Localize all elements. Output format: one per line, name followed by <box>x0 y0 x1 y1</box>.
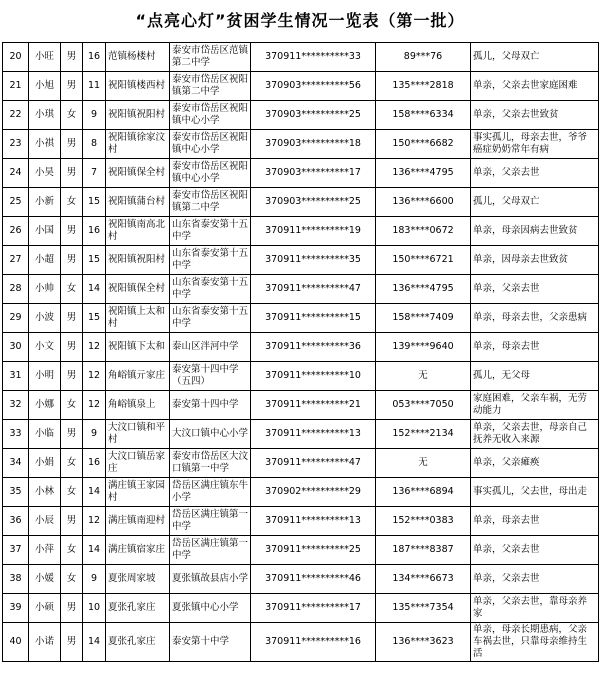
age-cell: 15 <box>83 246 106 275</box>
id-number-cell: 370903**********25 <box>251 188 376 217</box>
id-number-cell: 370911**********36 <box>251 333 376 362</box>
id-number-cell: 370911**********33 <box>251 43 376 72</box>
age-cell: 8 <box>83 130 106 159</box>
row-number-cell: 20 <box>3 43 29 72</box>
page-title: “点亮心灯”贫困学生情况一览表（第一批） <box>135 11 465 30</box>
home-address-cell: 大汶口镇岳家庄 <box>106 449 170 478</box>
school-cell: 泰安第十四中学 <box>170 391 251 420</box>
hardship-reason-cell: 单亲，母亲去世 <box>471 333 599 362</box>
school-cell: 山东省泰安第十五中学 <box>170 275 251 304</box>
table-row <box>3 449 599 478</box>
student-name-cell: 小琪 <box>29 101 61 130</box>
table-row <box>3 362 599 391</box>
school-cell: 泰安市岱岳区祝阳镇中心小学 <box>170 101 251 130</box>
phone-number-cell: 135****7354 <box>376 594 471 623</box>
hardship-reason-cell: 单亲，父亲去世，母亲自己抚养无收入来源 <box>471 420 599 449</box>
hardship-reason-cell: 单亲，母亲长期患病，父亲车祸去世，只靠母亲维持生活 <box>471 623 599 662</box>
hardship-reason-cell: 单亲，父亲瘫痪 <box>471 449 599 478</box>
student-name-cell: 小硕 <box>29 594 61 623</box>
home-address-cell: 祝阳镇南高北村 <box>106 217 170 246</box>
student-name-cell: 小明 <box>29 362 61 391</box>
gender-cell: 女 <box>61 536 83 565</box>
student-name-cell: 小国 <box>29 217 61 246</box>
phone-number-cell: 158****6334 <box>376 101 471 130</box>
row-number-cell: 39 <box>3 594 29 623</box>
gender-cell: 男 <box>61 217 83 246</box>
student-name-cell: 小娜 <box>29 391 61 420</box>
student-name-cell: 小超 <box>29 246 61 275</box>
hardship-reason-cell: 单亲，母亲因病去世致贫 <box>471 217 599 246</box>
row-number-cell: 24 <box>3 159 29 188</box>
school-cell: 泰安市岱岳区祝阳镇中心小学 <box>170 159 251 188</box>
row-number-cell: 29 <box>3 304 29 333</box>
hardship-reason-cell: 单亲，父亲去世家庭困难 <box>471 72 599 101</box>
hardship-reason-cell: 单亲，父亲去世 <box>471 159 599 188</box>
table-row <box>3 420 599 449</box>
school-cell: 大汶口镇中心小学 <box>170 420 251 449</box>
phone-number-cell: 134****6673 <box>376 565 471 594</box>
phone-number-cell: 136****4795 <box>376 159 471 188</box>
student-name-cell: 小媛 <box>29 565 61 594</box>
home-address-cell: 祝阳镇保全村 <box>106 275 170 304</box>
table-row <box>3 565 599 594</box>
phone-number-cell: 152****2134 <box>376 420 471 449</box>
hardship-reason-cell: 单亲，因母亲去世致贫 <box>471 246 599 275</box>
gender-cell: 女 <box>61 188 83 217</box>
hardship-reason-cell: 单亲，父亲去世 <box>471 565 599 594</box>
student-name-cell: 小文 <box>29 333 61 362</box>
row-number-cell: 26 <box>3 217 29 246</box>
age-cell: 14 <box>83 536 106 565</box>
hardship-reason-cell: 孤儿，父母双亡 <box>471 188 599 217</box>
gender-cell: 男 <box>61 362 83 391</box>
home-address-cell: 祝阳镇保全村 <box>106 159 170 188</box>
school-cell: 泰安第十四中学（五四） <box>170 362 251 391</box>
school-cell: 岱岳区满庄镇东牛小学 <box>170 478 251 507</box>
hardship-reason-cell: 单亲，父亲去世致贫 <box>471 101 599 130</box>
row-number-cell: 28 <box>3 275 29 304</box>
table-row <box>3 594 599 623</box>
id-number-cell: 370911**********17 <box>251 594 376 623</box>
gender-cell: 男 <box>61 594 83 623</box>
student-name-cell: 小娟 <box>29 449 61 478</box>
student-table <box>2 42 599 662</box>
id-number-cell: 370911**********10 <box>251 362 376 391</box>
home-address-cell: 祝阳镇蒲台村 <box>106 188 170 217</box>
phone-number-cell: 136****4795 <box>376 275 471 304</box>
hardship-reason-cell: 单亲，母亲去世，父亲患病 <box>471 304 599 333</box>
gender-cell: 女 <box>61 449 83 478</box>
hardship-reason-cell: 孤儿，无父母 <box>471 362 599 391</box>
id-number-cell: 370902**********29 <box>251 478 376 507</box>
gender-cell: 男 <box>61 43 83 72</box>
student-name-cell: 小临 <box>29 420 61 449</box>
gender-cell: 男 <box>61 72 83 101</box>
table-body <box>3 43 599 662</box>
gender-cell: 女 <box>61 275 83 304</box>
phone-number-cell: 89***76 <box>376 43 471 72</box>
row-number-cell: 27 <box>3 246 29 275</box>
phone-number-cell: 136****3623 <box>376 623 471 662</box>
home-address-cell: 夏张孔家庄 <box>106 623 170 662</box>
row-number-cell: 34 <box>3 449 29 478</box>
id-number-cell: 370903**********25 <box>251 101 376 130</box>
table-row <box>3 246 599 275</box>
table-row <box>3 391 599 420</box>
table-row <box>3 101 599 130</box>
age-cell: 16 <box>83 449 106 478</box>
age-cell: 10 <box>83 594 106 623</box>
age-cell: 14 <box>83 478 106 507</box>
hardship-reason-cell: 孤儿，父母双亡 <box>471 43 599 72</box>
school-cell: 泰安市岱岳区祝阳镇中心小学 <box>170 130 251 159</box>
home-address-cell: 祝阳镇祝阳村 <box>106 101 170 130</box>
phone-number-cell: 无 <box>376 362 471 391</box>
table-row <box>3 72 599 101</box>
id-number-cell: 370911**********13 <box>251 420 376 449</box>
row-number-cell: 30 <box>3 333 29 362</box>
school-cell: 泰安市岱岳区范镇第二中学 <box>170 43 251 72</box>
gender-cell: 男 <box>61 246 83 275</box>
id-number-cell: 370911**********21 <box>251 391 376 420</box>
id-number-cell: 370911**********13 <box>251 507 376 536</box>
age-cell: 9 <box>83 420 106 449</box>
student-name-cell: 小诺 <box>29 623 61 662</box>
row-number-cell: 33 <box>3 420 29 449</box>
id-number-cell: 370911**********47 <box>251 275 376 304</box>
age-cell: 12 <box>83 507 106 536</box>
age-cell: 15 <box>83 188 106 217</box>
hardship-reason-cell: 事实孤儿，母亲去世，爷爷癌症奶奶常年有病 <box>471 130 599 159</box>
phone-number-cell: 150****6721 <box>376 246 471 275</box>
age-cell: 9 <box>83 565 106 594</box>
table-row <box>3 333 599 362</box>
home-address-cell: 夏张孔家庄 <box>106 594 170 623</box>
home-address-cell: 祝阳镇徐家汶村 <box>106 130 170 159</box>
home-address-cell: 满庄镇王家园村 <box>106 478 170 507</box>
gender-cell: 女 <box>61 391 83 420</box>
row-number-cell: 22 <box>3 101 29 130</box>
id-number-cell: 370903**********18 <box>251 130 376 159</box>
student-name-cell: 小旺 <box>29 43 61 72</box>
hardship-reason-cell: 家庭困难，父亲车祸，无劳动能力 <box>471 391 599 420</box>
id-number-cell: 370903**********56 <box>251 72 376 101</box>
phone-number-cell: 158****7409 <box>376 304 471 333</box>
phone-number-cell: 150****6682 <box>376 130 471 159</box>
age-cell: 14 <box>83 623 106 662</box>
school-cell: 泰安市岱岳区祝阳镇第二中学 <box>170 72 251 101</box>
home-address-cell: 祝阳镇楼西村 <box>106 72 170 101</box>
school-cell: 山东省泰安第十五中学 <box>170 304 251 333</box>
phone-number-cell: 139****9640 <box>376 333 471 362</box>
gender-cell: 男 <box>61 130 83 159</box>
school-cell: 泰山区泮河中学 <box>170 333 251 362</box>
gender-cell: 男 <box>61 333 83 362</box>
home-address-cell: 范镇杨楼村 <box>106 43 170 72</box>
gender-cell: 女 <box>61 565 83 594</box>
home-address-cell: 满庄镇宿家庄 <box>106 536 170 565</box>
gender-cell: 男 <box>61 623 83 662</box>
gender-cell: 男 <box>61 507 83 536</box>
home-address-cell: 夏张周家坡 <box>106 565 170 594</box>
phone-number-cell: 183****0672 <box>376 217 471 246</box>
phone-number-cell: 无 <box>376 449 471 478</box>
row-number-cell: 38 <box>3 565 29 594</box>
age-cell: 16 <box>83 43 106 72</box>
student-name-cell: 小辰 <box>29 507 61 536</box>
phone-number-cell: 053****7050 <box>376 391 471 420</box>
age-cell: 11 <box>83 72 106 101</box>
age-cell: 16 <box>83 217 106 246</box>
table-row <box>3 130 599 159</box>
school-cell: 泰安市岱岳区祝阳镇第二中学 <box>170 188 251 217</box>
table-row <box>3 478 599 507</box>
age-cell: 12 <box>83 391 106 420</box>
id-number-cell: 370911**********15 <box>251 304 376 333</box>
student-name-cell: 小祺 <box>29 130 61 159</box>
student-name-cell: 小林 <box>29 478 61 507</box>
school-cell: 岱岳区满庄镇第一中学 <box>170 507 251 536</box>
id-number-cell: 370911**********35 <box>251 246 376 275</box>
school-cell: 夏张镇中心小学 <box>170 594 251 623</box>
table-row <box>3 275 599 304</box>
id-number-cell: 370911**********19 <box>251 217 376 246</box>
age-cell: 12 <box>83 362 106 391</box>
id-number-cell: 370911**********25 <box>251 536 376 565</box>
school-cell: 山东省泰安第十五中学 <box>170 246 251 275</box>
gender-cell: 女 <box>61 478 83 507</box>
hardship-reason-cell: 单亲，父亲去世 <box>471 275 599 304</box>
hardship-reason-cell: 事实孤儿，父去世，母出走 <box>471 478 599 507</box>
school-cell: 山东省泰安第十五中学 <box>170 217 251 246</box>
home-address-cell: 祝阳镇祝阳村 <box>106 246 170 275</box>
row-number-cell: 31 <box>3 362 29 391</box>
student-name-cell: 小旭 <box>29 72 61 101</box>
row-number-cell: 40 <box>3 623 29 662</box>
home-address-cell: 满庄镇南迎村 <box>106 507 170 536</box>
home-address-cell: 祝阳镇下太和 <box>106 333 170 362</box>
age-cell: 14 <box>83 275 106 304</box>
home-address-cell: 角峪镇泉上 <box>106 391 170 420</box>
table-row <box>3 159 599 188</box>
row-number-cell: 23 <box>3 130 29 159</box>
home-address-cell: 祝阳镇上太和村 <box>106 304 170 333</box>
row-number-cell: 37 <box>3 536 29 565</box>
phone-number-cell: 152****0383 <box>376 507 471 536</box>
gender-cell: 男 <box>61 159 83 188</box>
student-name-cell: 小新 <box>29 188 61 217</box>
phone-number-cell: 136****6894 <box>376 478 471 507</box>
school-cell: 岱岳区满庄镇第一中学 <box>170 536 251 565</box>
phone-number-cell: 136****6600 <box>376 188 471 217</box>
row-number-cell: 32 <box>3 391 29 420</box>
table-row <box>3 43 599 72</box>
id-number-cell: 370911**********46 <box>251 565 376 594</box>
age-cell: 15 <box>83 304 106 333</box>
gender-cell: 女 <box>61 101 83 130</box>
age-cell: 9 <box>83 101 106 130</box>
school-cell: 泰安市岱岳区大汶口镇第一中学 <box>170 449 251 478</box>
student-name-cell: 小昊 <box>29 159 61 188</box>
home-address-cell: 大汶口镇和平村 <box>106 420 170 449</box>
gender-cell: 男 <box>61 420 83 449</box>
student-name-cell: 小帅 <box>29 275 61 304</box>
row-number-cell: 21 <box>3 72 29 101</box>
hardship-reason-cell: 单亲，父亲去世 <box>471 536 599 565</box>
age-cell: 12 <box>83 333 106 362</box>
row-number-cell: 25 <box>3 188 29 217</box>
phone-number-cell: 187****8387 <box>376 536 471 565</box>
table-row <box>3 217 599 246</box>
home-address-cell: 角峪镇亓家庄 <box>106 362 170 391</box>
age-cell: 7 <box>83 159 106 188</box>
table-row <box>3 188 599 217</box>
hardship-reason-cell: 单亲，母亲去世 <box>471 507 599 536</box>
id-number-cell: 370911**********16 <box>251 623 376 662</box>
school-cell: 夏张镇故县店小学 <box>170 565 251 594</box>
row-number-cell: 36 <box>3 507 29 536</box>
gender-cell: 男 <box>61 304 83 333</box>
table-row <box>3 507 599 536</box>
table-row <box>3 536 599 565</box>
row-number-cell: 35 <box>3 478 29 507</box>
student-name-cell: 小波 <box>29 304 61 333</box>
student-name-cell: 小萍 <box>29 536 61 565</box>
phone-number-cell: 135****2818 <box>376 72 471 101</box>
hardship-reason-cell: 单亲，父亲去世，靠母亲养家 <box>471 594 599 623</box>
school-cell: 泰安第十中学 <box>170 623 251 662</box>
id-number-cell: 370911**********47 <box>251 449 376 478</box>
id-number-cell: 370903**********17 <box>251 159 376 188</box>
table-row <box>3 304 599 333</box>
table-row <box>3 623 599 662</box>
